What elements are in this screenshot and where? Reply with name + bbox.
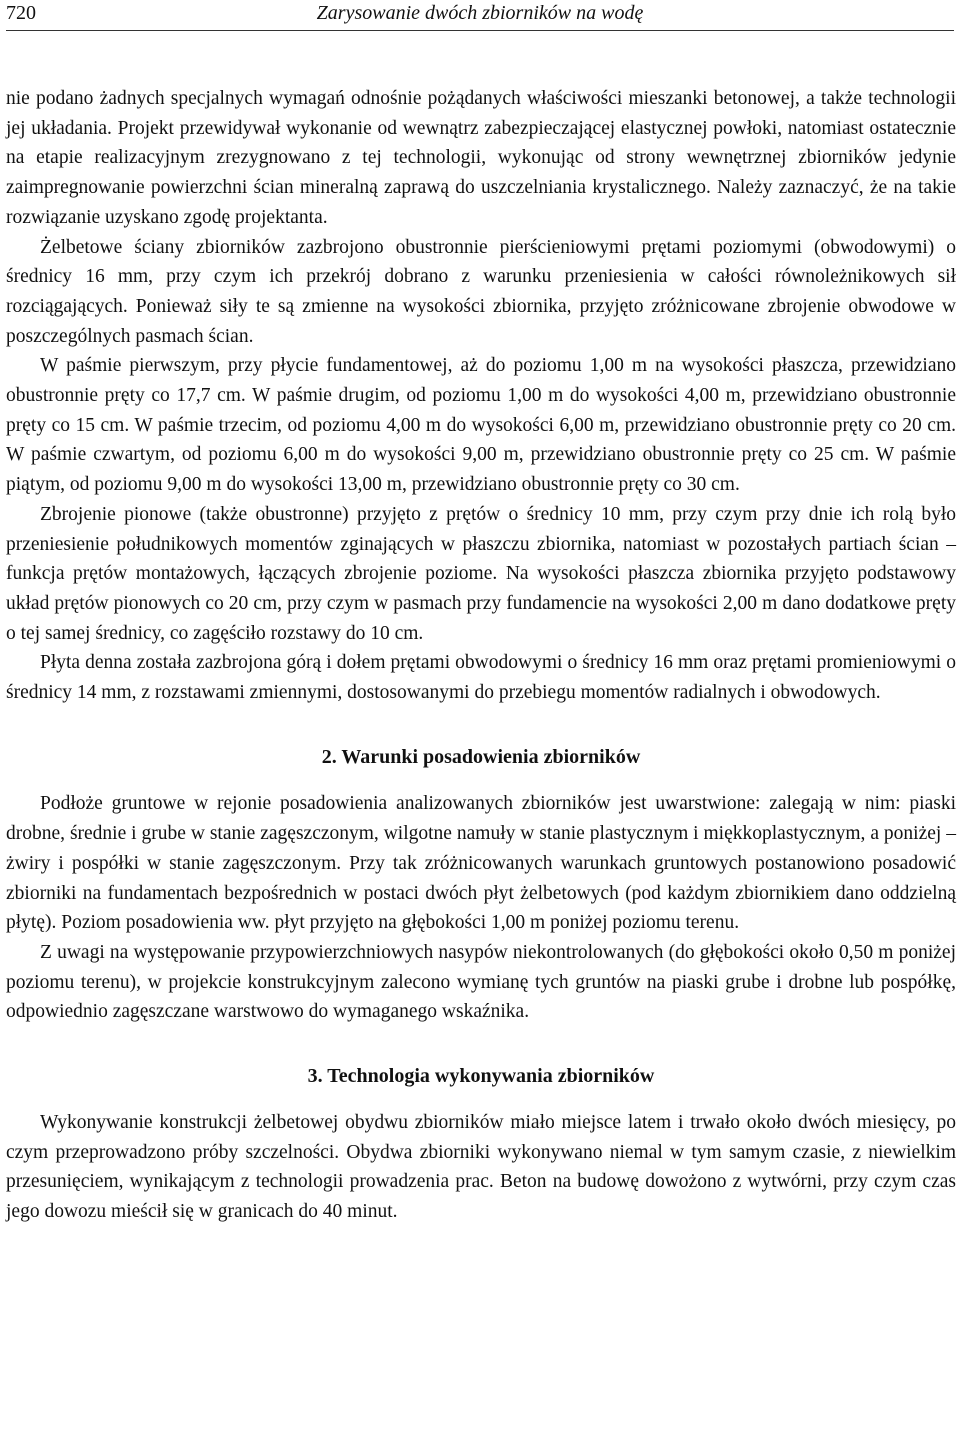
running-title: Zarysowanie dwóch zbiorników na wodę xyxy=(316,2,644,24)
section-heading-foundation: 2. Warunki posadowienia zbiorników xyxy=(321,745,641,768)
page-number: 720 xyxy=(6,2,36,24)
page-header xyxy=(6,0,954,31)
paragraph-continued: nie podano żadnych specjalnych wymagań odnośnie pożądanych właściwości mieszanki betonowej, a także technologii jej układania. Projekt przewidywał wykonanie od wewnątrz zabezpieczającej elastycznej powłoki, natomiast ostatecznie na etapie realizacyjnym zrezygnowano z tej technologii, wykonując od strony wewnętrznej zbiorników jedynie zaimpregnowanie powierzchni ścian mineralną zaprawą do uszczelniania krystalicznego. Należy zaznaczyć, że na takie rozwiązanie uzyskano zgodę projektanta. xyxy=(6,88,956,228)
paragraph-construction-technology: Wykonywanie konstrukcji żelbetowej obydwu zbiorników miało miejsce latem i trwało około dwóch miesięcy, po czym przeprowadzono próby szczelności. Obydwa zbiorniki wykonywano niemal w tym samym czasie, z niewielkim przesunięciem, wynikającym z technologii prowadzenia prac. Beton na budowę dowożono z wytwórni, przy czym czas jego dowozu mieścił się w granicach do 40 minut. xyxy=(6,1111,956,1222)
paragraph-soil-replacement: Z uwagi na występowanie przypowierzchniowych nasypów niekontrolowanych (do głębokości około 0,50 m poniżej poziomu terenu), w projekcie konstrukcyjnym zalecono wymianę tych gruntów na piaski grube i drobne lub pospółkę, odpowiednio zagęszczane warstwowo do wymaganego wskaźnika. xyxy=(6,941,956,1023)
paragraph-bottom-slab: Płyta denna została zazbrojona górą i dołem prętami obwodowymi o średnicy 16 mm oraz prętami promieniowymi o średnicy 14 mm, z rozstawami zmiennymi, dostosowanymi do przebiegu momentów radialnych i obwodowych. xyxy=(6,652,956,704)
paragraph-wall-reinforcement: Żelbetowe ściany zbiorników zazbrojono obustronnie pierścieniowymi prętami poziomymi (obwodowymi) o średnicy 16 mm, przy czym ich przekrój dobrano z warunku przeniesienia w całości równoleżnikowych sił rozciągających. Ponieważ siły te są zmienne na wysokości zbiornika, przyjęto zróżnicowane zbrojenie obwodowe w poszczególnych pasmach ścian. xyxy=(6,236,956,347)
paragraph-reinforcement-bands: W paśmie pierwszym, przy płycie fundamentowej, aż do poziomu 1,00 m na wysokości płaszcza, przewidziano obustronnie pręty co 17,7 cm. W paśmie drugim, od poziomu 1,00 m do wysokości 4,00 m, przewidziano obustronnie pręty co 15 cm. W paśmie trzecim, od poziomu 4,00 m do wysokości 6,00 m, przewidziano obustronnie pręty co 20 cm. W paśmie czwartym, od poziomu 6,00 m do wysokości 9,00 m, przewidziano obustronnie pręty co 25 cm. W paśmie piątym, od poziomu 9,00 m do wysokości 13,00 m, przewidziano obustronnie pręty co 30 cm. xyxy=(6,355,956,496)
paragraph-vertical-reinforcement: Zbrojenie pionowe (także obustronne) przyjęto z prętów o średnicy 10 mm, przy czym przy dnie ich rolą było przeniesienie południkowych momentów zginających w płaszczu zbiornika, natomiast w pozostałych partiach ścian – funkcja prętów montażowych, łączących zbrojenie poziome. Na wysokości płaszcza zbiornika przyjęto podstawowy układ prętów pionowych co 20 cm, przy czym w pasmach przy fundamencie na wysokości 2,00 m dano dodatkowe pręty o tej samej średnicy, co zagęściło rozstawy do 10 cm. xyxy=(6,503,956,644)
article-body xyxy=(6,84,956,1227)
paragraph-soil-conditions: Podłoże gruntowe w rejonie posadowienia analizowanych zbiorników jest uwarstwione: zalegają w nim: piaski drobne, średnie i grube w stanie zagęszczonym, wilgotne namuły w stanie plastycznym i miękkoplastycznym, a poniżej – żwiry i pospółki w stanie zagęszczonym. Przy tak zróżnicowanych warunkach gruntowych postanowiono posadowić zbiorniki na fundamentach bezpośrednich w postaci dwóch płyt żelbetowych (pod każdym zbiornikiem dano oddzielną płytę). Poziom posadowienia ww. płyt przyjęto na głębokości 1,00 m poniżej poziomu terenu. xyxy=(6,793,956,934)
section-heading-technology: 3. Technologia wykonywania zbiorników xyxy=(307,1065,655,1088)
